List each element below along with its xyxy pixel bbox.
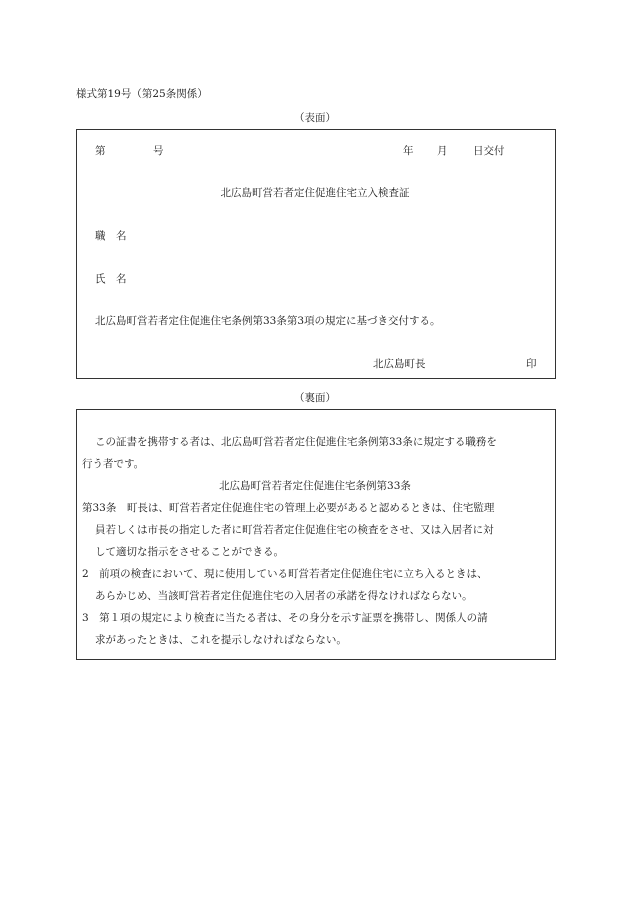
front-card-box — [76, 129, 556, 379]
issue-statement: 北広島町営若者定住促進住宅条例第33条第3項の規定に基づき交付する。 — [95, 315, 441, 327]
form-id: 様式第19号（第25条関係） — [76, 88, 208, 100]
date-month: 月 — [437, 145, 448, 157]
card-title: 北広島町営若者定住促進住宅立入検査証 — [220, 187, 410, 199]
intro-line-2: 行う者です。 — [82, 458, 145, 470]
number-suffix: 号 — [153, 145, 164, 157]
front-side-label: （表面） — [294, 112, 336, 124]
article-line-3: して適切な指示をさせることができる。 — [95, 546, 284, 558]
paragraph-2-line-1: 2 前項の検査において、現に使用している町営若者定住促進住宅に立ち入るときは、 — [82, 568, 488, 580]
issuer: 北広島町長 — [373, 358, 426, 370]
date-issued: 日交付 — [473, 145, 505, 157]
intro-line-1: この証書を携帯する者は、北広島町営若者定住促進住宅条例第33条に規定する職務を — [95, 436, 497, 448]
law-title: 北広島町営若者定住促進住宅条例第33条 — [219, 480, 411, 492]
seal-mark: 印 — [526, 358, 537, 370]
article-line-1: 第33条 町長は、町営若者定住促進住宅の管理上必要があると認めるときは、住宅監理 — [82, 502, 495, 514]
paragraph-3-line-2: 求があったときは、これを提示しなければならない。 — [95, 634, 347, 646]
back-side-label: （裏面） — [294, 392, 336, 404]
paragraph-3-line-1: 3 第１項の規定により検査に当たる者は、その身分を示す証票を携帯し、関係人の請 — [82, 612, 488, 624]
name-label: 氏 名 — [95, 273, 127, 285]
number-prefix: 第 — [95, 145, 106, 157]
date-year: 年 — [403, 145, 414, 157]
paragraph-2-line-2: あらかじめ、当該町営若者定住促進住宅の入居者の承諾を得なければならない。 — [95, 590, 473, 602]
article-line-2: 員若しくは市長の指定した者に町営若者定住促進住宅の検査をさせ、又は入居者に対 — [95, 524, 494, 536]
position-label: 職 名 — [95, 230, 127, 242]
